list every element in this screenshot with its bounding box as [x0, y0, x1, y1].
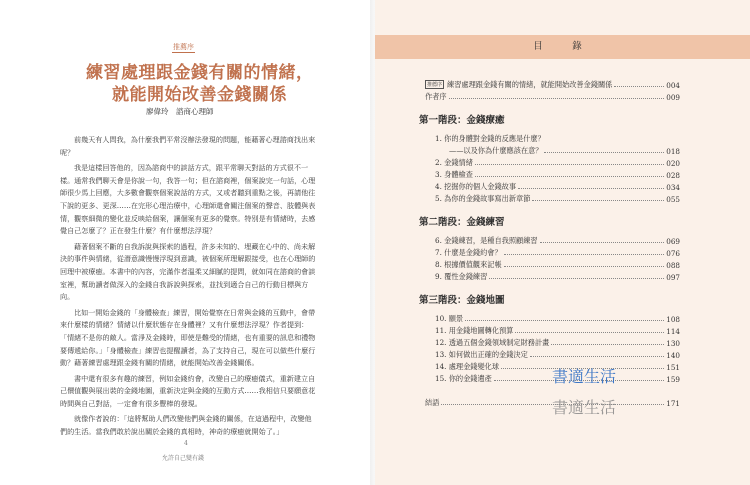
toc-label: 10. 願景 — [435, 314, 464, 323]
dot-leader — [544, 151, 664, 153]
toc-page: 018 — [666, 147, 680, 156]
toc-entry[interactable] — [425, 336, 680, 348]
toc-label: 5. 為你的金錢故事寫出新章節 — [435, 194, 531, 203]
toc-label: 13. 如何做出正確的金錢決定 — [435, 350, 528, 359]
dot-leader — [540, 241, 665, 243]
dot-leader — [515, 331, 664, 333]
toc-page: 004 — [666, 81, 680, 90]
toc-entry[interactable] — [425, 132, 680, 144]
toc-entry[interactable] — [425, 270, 680, 282]
toc-label: ——以及你為什麼應該在意？ — [449, 146, 543, 155]
toc-entry[interactable] — [425, 348, 680, 360]
watermark-text: 書適生活 — [552, 367, 617, 386]
dot-leader — [518, 187, 664, 189]
toc-entry[interactable] — [425, 234, 680, 246]
author-line: 廖偉玲 諮商心理師 — [146, 107, 214, 116]
toc-entry[interactable] — [425, 258, 680, 270]
paragraph: 前幾天有人問我，為什麼我們平常沒辦法發現的問題，能藉著心理諮商找出來呢？ — [60, 135, 316, 157]
toc-section-title: 第二階段：金錢練習 — [419, 217, 505, 228]
toc-entry[interactable] — [425, 312, 680, 324]
toc-label: 12. 透過五個金錢領域制定財務計畫 — [435, 338, 550, 347]
dot-leader — [551, 343, 664, 345]
dot-leader — [530, 355, 665, 357]
dot-leader — [475, 163, 664, 165]
toc-page: 114 — [666, 327, 680, 336]
dot-leader — [489, 277, 664, 279]
toc-heading: 目 錄 — [375, 35, 750, 59]
toc-entry[interactable] — [425, 246, 680, 258]
dot-leader — [504, 265, 665, 267]
running-footer: 允許自己變有錢 — [162, 455, 205, 462]
dot-leader — [475, 175, 664, 177]
toc-page: 055 — [666, 195, 680, 204]
toc-page: 028 — [666, 171, 680, 180]
paragraph: 書中還有很多有趣的練習，例如金錢約會，改變自己的療癒儀式，重新建立自己價值觀與展出裝的金錢地圖，重新決定與金錢的互動方式……我相信只要願意花時間與自己對話，一定會有很多豐棒的發現。 — [60, 373, 316, 408]
toc-page: 020 — [666, 159, 680, 168]
table-of-contents — [419, 78, 680, 408]
toc-badge: 推薦序 — [427, 82, 443, 88]
toc-page: 069 — [666, 237, 680, 246]
toc-label: 11. 用金錢地圖轉化預算 — [435, 326, 514, 335]
toc-page: 171 — [666, 399, 680, 408]
toc-label: 作者序 — [425, 92, 447, 101]
paragraph: 比如一開始金錢的「身體檢查」練習，開始覺察在日常與金錢的互動中，會帶來什麼樣的情緒？情緒以什麼狀態存在身體裡？又有什麼想法浮現？作者提到：「情緒不是你的敵人。當淨及金錢時，即使是難受的情緒，也有重要的訊息和禮物要傳遞給你。」「身體檢查」練習也提醒讀者，為了支持自己，現在可以做些什麼行動？藉著練習處理跟金錢有關的情緒，就能開始改善金錢關係。 — [60, 307, 316, 368]
paragraph: 就像作者說的：「這將幫助人們改變他們與金錢的關係，在這過程中，改變他們的生活。當我們敢於說出關於金錢的真相時，神奇的療癒就開始了。」 — [60, 414, 312, 437]
dot-leader — [532, 199, 664, 201]
dot-leader — [465, 319, 664, 321]
toc-section-title: 第三階段：金錢地圖 — [419, 295, 505, 306]
toc-label: 3. 身體檢查 — [435, 170, 473, 179]
toc-page: 009 — [666, 93, 680, 102]
toc-label: 7. 什麼是金錢約會？ — [435, 248, 502, 257]
page-number: 4 — [184, 440, 188, 447]
toc-entry[interactable] — [425, 156, 680, 168]
toc-label: 8. 根據價值觀來記帳 — [435, 260, 502, 269]
toc-label: 6. 金錢練習，是種自我照顧練習 — [435, 236, 538, 245]
toc-label: 結語 — [425, 398, 440, 407]
toc-label: 2. 金錢情緒 — [435, 158, 473, 167]
toc-page: 097 — [666, 273, 680, 282]
toc-entry[interactable] — [425, 180, 680, 192]
toc-entry[interactable] — [425, 192, 680, 204]
right-page — [375, 0, 750, 485]
dot-leader — [614, 85, 664, 87]
section-tag: 推薦序 — [173, 43, 194, 51]
paragraph: 藉著個案不斷的自我訴說與探索的過程，許多未知的、埋藏在心中的、尚未解決的事件與情緒，從潛意識慢慢浮現到意識，被個案所理解跟接受，也在心理師的回理中被療癒。本書中的內容，完滿作者溫柔又細膩的提問，就如同在諮商的會談室裡，幫助讀者做深入的金錢自我訴說與探索，並找到適合自己的行動目標與方向。 — [60, 241, 316, 302]
page-title-line1: 練習處理跟金錢有關的情緒， — [86, 63, 314, 83]
dot-leader — [504, 253, 665, 255]
toc-entry[interactable] — [425, 90, 680, 102]
toc-label: 15. 你的金錢遺產 — [435, 374, 492, 383]
watermark-text: 書適生活 — [552, 398, 617, 417]
toc-entry[interactable] — [425, 144, 680, 156]
toc-page: 140 — [666, 351, 680, 360]
toc-label: 9. 覆性金錢練習 — [435, 272, 488, 281]
body-text — [60, 134, 316, 442]
toc-page: 108 — [666, 315, 680, 324]
toc-page: 076 — [666, 249, 680, 258]
toc-entry[interactable] — [425, 78, 680, 90]
toc-page: 130 — [666, 339, 680, 348]
toc-label: 練習處理跟金錢有關的情緒，就能開始改善金錢關係 — [447, 80, 613, 89]
paragraph: 我是這樣回答他的，因為諮商中的談話方式，跟平常聊天對話的方式很不一樣。通常我們聊天會是你說一句，我答一句；但在諮商裡，個案說完一句話，心理師很少馬上回應，大多數會觀察個案說話的方式，又或者聽到重點之後，再請他往下說的更多、更深……在完形心理治療中，心理師還會關注個案的聲音、肢體與表情，觀察細微的變化並反映給個案，讓個案有更多的覺察。特別是有情緒時，去感覺自己怎麼了？正在發生什麼？有什麼想法浮現？ — [60, 163, 316, 236]
toc-label: 4. 挖掘你的個人金錢故事 — [435, 182, 517, 191]
toc-section-title: 第一階段：金錢療癒 — [419, 115, 505, 126]
toc-page: 034 — [666, 183, 680, 192]
toc-label: 1. 你的身體對金錢的反應是什麼？ — [435, 134, 545, 143]
toc-page: 151 — [666, 363, 680, 372]
dot-leader — [449, 97, 665, 99]
toc-page: 159 — [666, 375, 680, 384]
toc-entry[interactable] — [425, 324, 680, 336]
page-title-line2: 就能開始改善金錢關係 — [112, 85, 287, 105]
toc-label: 14. 處理金錢變化球 — [435, 362, 500, 371]
toc-page: 088 — [666, 261, 680, 270]
toc-entry[interactable] — [425, 168, 680, 180]
